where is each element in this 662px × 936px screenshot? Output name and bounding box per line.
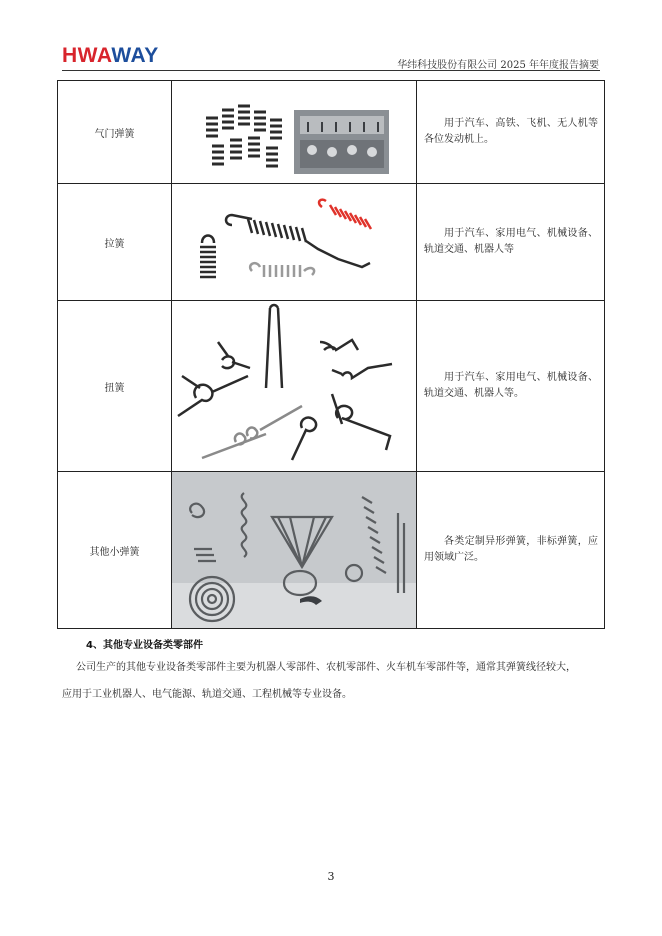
product-description (417, 184, 605, 301)
company-logo (62, 46, 159, 66)
header-divider (62, 70, 600, 71)
misc-springs-photo-icon (172, 473, 416, 628)
product-image-cell (172, 184, 417, 301)
product-description (417, 81, 605, 184)
table-row (58, 472, 605, 629)
product-description (417, 301, 605, 472)
table-row (58, 301, 605, 472)
valve-springs-photo-icon (172, 82, 416, 183)
product-name: 其他小弹簧 (58, 472, 172, 629)
product-name: 拉簧 (58, 184, 172, 301)
product-image-cell (172, 301, 417, 472)
spring-product-table (57, 80, 605, 629)
report-title: 华纬科技股份有限公司 2025 年年度报告摘要 (397, 60, 599, 71)
paragraph-line: 公司生产的其他专业设备类零部件主要为机器人零部件、农机零部件、火车机车零部件等，通常其弹簧线径较大， (76, 662, 576, 673)
product-name: 扭簧 (58, 301, 172, 472)
table-row (58, 184, 605, 301)
product-image-cell (172, 472, 417, 629)
product-image-cell (172, 81, 417, 184)
description-text: 用于汽车、家用电气、机械设备、轨道交通、机器人等。 (424, 372, 598, 399)
paragraph-line: 应用于工业机器人、电气能源、轨道交通、工程机械等专业设备。 (62, 689, 352, 700)
product-name: 气门弹簧 (58, 81, 172, 184)
tension-springs-photo-icon (172, 185, 416, 300)
page-number: 3 (327, 870, 335, 883)
section-heading: 4、其他专业设备类零部件 (86, 640, 203, 651)
description-text: 用于汽车、家用电气、机械设备、轨道交通、机器人等 (424, 228, 598, 255)
logo-text-blue: WAY (111, 44, 159, 67)
description-text: 各类定制异形弹簧，非标弹簧，应用领域广泛。 (424, 536, 598, 563)
torsion-springs-photo-icon (172, 302, 416, 471)
product-description (417, 472, 605, 629)
logo-text-red: HWA (62, 44, 112, 67)
table-row (58, 81, 605, 184)
description-text: 用于汽车、高铁、飞机、无人机等各位发动机上。 (424, 118, 598, 145)
